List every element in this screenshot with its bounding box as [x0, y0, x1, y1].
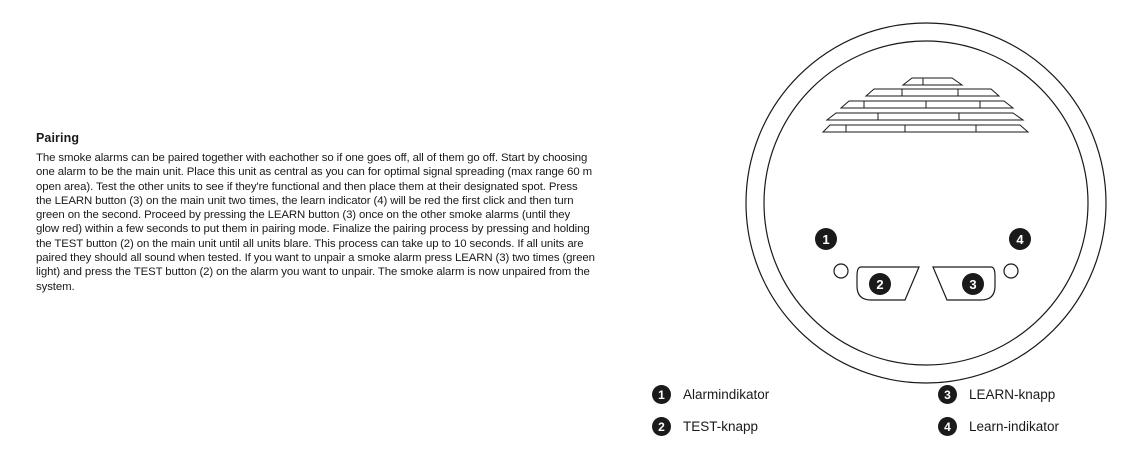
marker-2-label: 2: [876, 277, 884, 292]
marker-3-label: 3: [969, 277, 977, 292]
legend-item-alarm-indicator: [652, 385, 769, 404]
legend-badge-2-icon: 2: [652, 417, 671, 436]
smoke-alarm-drawing: [743, 20, 1109, 386]
legend: [652, 385, 1102, 445]
section-title: Pairing: [36, 131, 80, 145]
legend-label: TEST-knapp: [683, 419, 759, 434]
legend-label: Alarmindikator: [683, 387, 770, 402]
legend-label: LEARN-knapp: [969, 387, 1056, 402]
pairing-section: [36, 131, 596, 294]
marker-4-label: 4: [1016, 232, 1024, 247]
alarm-indicator-led: [834, 264, 848, 278]
legend-badge-3-icon: 3: [938, 385, 957, 404]
legend-badge-1-icon: 1: [652, 385, 671, 404]
section-body: The smoke alarms can be paired together with eachother so if one goes off, all of them go off. Start by choosing one alarm to be the main unit. Place this unit as central as you can for optimal signal spreading (max range 60 m open area). Test the other units to see if they're functional and then place them at their designated spot. Press the LEARN button (3) on the main unit two times, the learn indicator (4) will be red the first click and then turn green on the second. Proceed by pressing the LEARN button (3) once on the other smoke alarms (until they glow red) within a few seconds to put them in pairing mode. Finalize the pairing process by pressing and holding the TEST button (2) on the main unit until all units blare. This process can take up to 10 seconds. If all units are paired they should all sound when tested. If you want to unpair a smoke alarm press LEARN (3) two times (green light) and press the TEST button (2) on the alarm you want to unpair. The smoke alarm is now unpaired from the system.: [36, 152, 595, 293]
smoke-alarm-diagram: [743, 20, 1109, 386]
legend-badge-4-icon: 4: [938, 417, 957, 436]
legend-item-test-button: [652, 417, 758, 436]
learn-indicator-led: [1004, 264, 1018, 278]
legend-item-learn-button: [938, 385, 1055, 404]
legend-item-learn-indicator: [938, 417, 1059, 436]
marker-1-label: 1: [822, 232, 830, 247]
legend-label: Learn-indikator: [969, 419, 1060, 434]
